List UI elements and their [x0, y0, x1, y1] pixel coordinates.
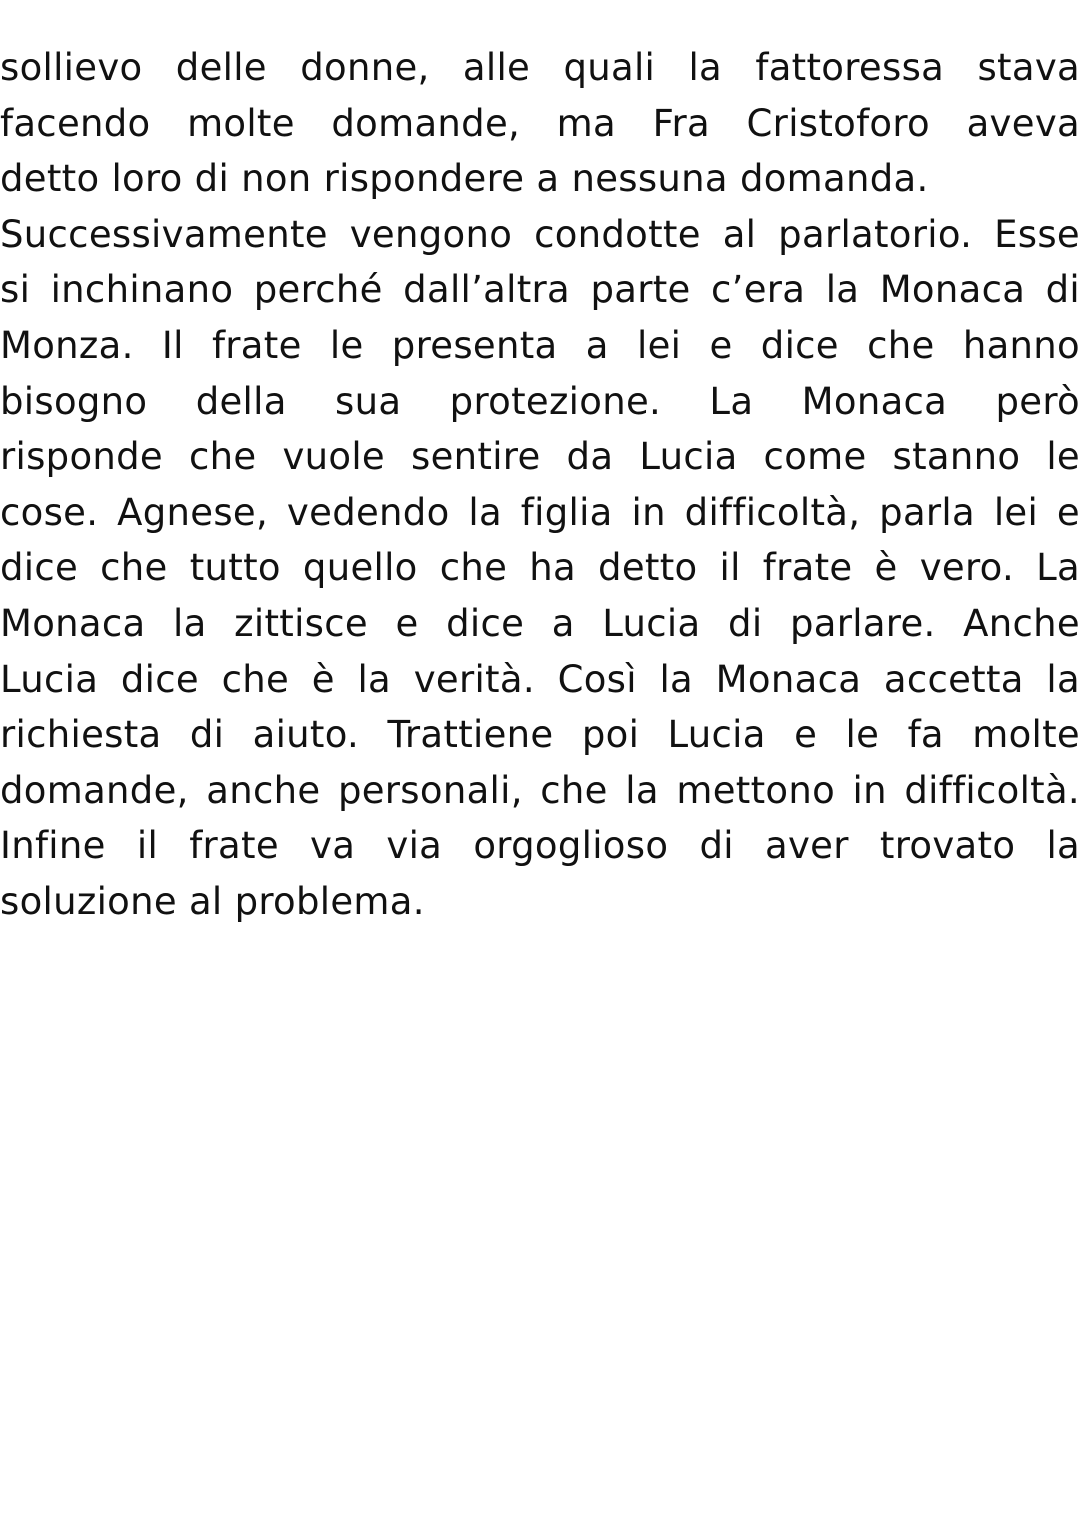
text-line: Successivamente vengono condotte al parlatorio. Esse [0, 212, 1080, 256]
text-line: Infine il frate va via orgoglioso di aver trovato la [0, 824, 1080, 868]
text-line: risponde che vuole sentire da Lucia come stanno le [0, 435, 1080, 479]
text-line: domande, anche personali, che la mettono in difficoltà. [0, 768, 1080, 812]
text-line: sollievo delle donne, alle quali la fattoressa stava [0, 46, 1080, 89]
text-line: cose. Agnese, vedendo la figlia in difficoltà, parla lei e [0, 490, 1080, 534]
text-line: Lucia dice che è la verità. Così la Monaca accetta la [0, 657, 1080, 701]
text-line: detto loro di non rispondere a nessuna domanda. [0, 157, 929, 201]
text-line: facendo molte domande, ma Fra Cristoforo aveva [0, 101, 1080, 145]
text-line: dice che tutto quello che ha detto il frate è vero. La [0, 546, 1080, 590]
text-line: bisogno della sua protezione. La Monaca però [0, 379, 1080, 423]
text-line: richiesta di aiuto. Trattiene poi Lucia e le fa molte [0, 713, 1080, 757]
text-line: si inchinano perché dall’altra parte c’era la Monaca di [0, 268, 1080, 312]
body-text [0, 40, 1080, 930]
text-line: soluzione al problema. [0, 879, 425, 923]
text-line: Monaca la zittisce e dice a Lucia di parlare. Anche [0, 601, 1080, 645]
text-line: Monza. Il frate le presenta a lei e dice che hanno [0, 323, 1080, 367]
